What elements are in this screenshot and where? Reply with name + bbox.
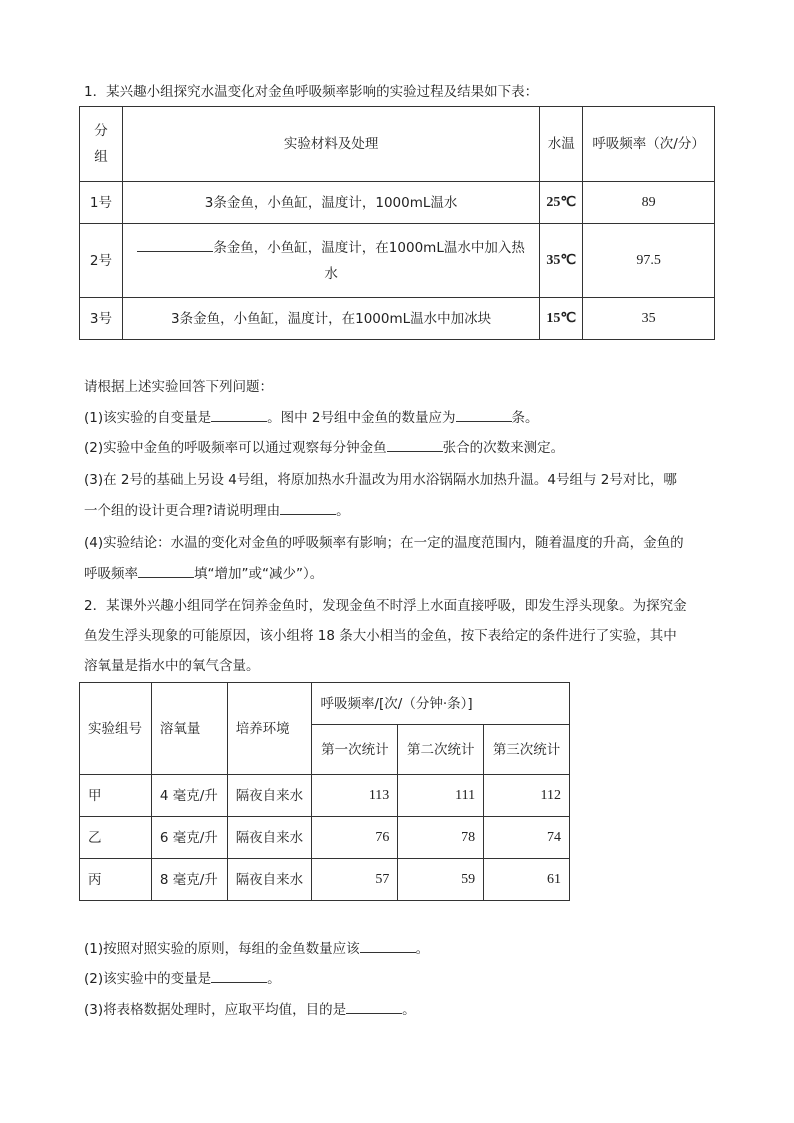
q1-sub4-line1: (4)实验结论：水温的变化对金鱼的呼吸频率有影响；在一定的温度范围内，随着温度的升高，金鱼的 (84, 535, 684, 551)
cell-oxygen: 8 毫克/升 (151, 859, 227, 901)
header-count-1: 第一次统计 (312, 725, 398, 775)
cell-env: 隔夜自来水 (227, 859, 312, 901)
cell-rate: 89 (583, 182, 715, 224)
q2-sub1: (1)按照对照实验的原则，每组的金鱼数量应该 。 (84, 938, 429, 959)
q1-table (79, 106, 715, 340)
cell-temp: 15℃ (540, 298, 583, 340)
header-rate: 呼吸频率/[次/（分钟·条）] (312, 683, 570, 725)
cell-count-2: 111 (398, 775, 484, 817)
table-row (80, 182, 715, 224)
header-env: 培养环境 (227, 683, 312, 775)
cell-group: 2号 (80, 224, 123, 298)
cell-count-2: 59 (398, 859, 484, 901)
cell-group: 1号 (80, 182, 123, 224)
q2-intro-line1: 2．某课外兴趣小组同学在饲养金鱼时，发现金鱼不时浮上水面直接呼吸，即发生浮头现象。为探究金 (84, 598, 687, 614)
table-row (80, 775, 570, 817)
answer-blank[interactable] (387, 437, 443, 452)
cell-oxygen: 6 毫克/升 (151, 817, 227, 859)
cell-temp: 35℃ (540, 224, 583, 298)
cell-group: 丙 (80, 859, 152, 901)
cell-count-1: 113 (312, 775, 398, 817)
q2-intro-line2: 鱼发生浮头现象的可能原因，该小组将 18 条大小相当的金鱼，按下表给定的条件进行了实验，其中 (84, 628, 677, 644)
q1-sub4-line2: 呼吸频率 填“增加”或“减少”）。 (84, 563, 323, 584)
table-header-row (80, 107, 715, 182)
cell-rate: 97.5 (583, 224, 715, 298)
answer-blank[interactable] (360, 938, 416, 953)
answer-blank[interactable] (280, 500, 336, 515)
q1-prompt: 请根据上述实验回答下列问题： (84, 379, 273, 395)
cell-material: 3条金鱼，小鱼缸，温度计，1000mL温水 (122, 182, 539, 224)
cell-group: 3号 (80, 298, 123, 340)
header-oxygen: 溶氧量 (151, 683, 227, 775)
header-rate: 呼吸频率（次/分） (583, 107, 715, 182)
table-header-row (80, 683, 570, 725)
cell-count-3: 74 (484, 817, 570, 859)
cell-count-3: 61 (484, 859, 570, 901)
cell-env: 隔夜自来水 (227, 817, 312, 859)
q1-intro: 1．某兴趣小组探究水温变化对金鱼呼吸频率影响的实验过程及结果如下表： (84, 84, 539, 100)
cell-rate: 35 (583, 298, 715, 340)
answer-blank[interactable] (346, 999, 402, 1014)
answer-blank[interactable] (138, 563, 194, 578)
answer-blank[interactable] (137, 237, 213, 252)
table-row (80, 817, 570, 859)
q2-sub2: (2)该实验中的变量是 。 (84, 968, 281, 989)
header-temp: 水温 (540, 107, 583, 182)
table-row (80, 224, 715, 298)
table-row (80, 859, 570, 901)
cell-material: 条金鱼，小鱼缸，温度计，在1000mL温水中加入热 水 (122, 224, 539, 298)
header-material: 实验材料及处理 (122, 107, 539, 182)
header-count-3: 第三次统计 (484, 725, 570, 775)
q2-sub3: (3)将表格数据处理时，应取平均值，目的是 。 (84, 999, 416, 1020)
q1-sub3-line1: (3)在 2号的基础上另设 4号组，将原加热水升温改为用水浴锅隔水加热升温。4号组与 2号对比，哪 (84, 472, 677, 488)
answer-blank[interactable] (211, 407, 267, 422)
cell-count-1: 76 (312, 817, 398, 859)
cell-count-1: 57 (312, 859, 398, 901)
answer-blank[interactable] (211, 968, 267, 983)
cell-count-2: 78 (398, 817, 484, 859)
header-group: 实验组号 (80, 683, 152, 775)
cell-temp: 25℃ (540, 182, 583, 224)
q2-intro-line3: 溶氧量是指水中的氧气含量。 (84, 658, 260, 674)
cell-count-3: 112 (484, 775, 570, 817)
header-count-2: 第二次统计 (398, 725, 484, 775)
cell-material: 3条金鱼，小鱼缸，温度计，在1000mL温水中加冰块 (122, 298, 539, 340)
cell-env: 隔夜自来水 (227, 775, 312, 817)
cell-group: 乙 (80, 817, 152, 859)
cell-group: 甲 (80, 775, 152, 817)
header-group: 分 组 (80, 107, 123, 182)
answer-blank[interactable] (456, 407, 512, 422)
q1-sub1: (1)该实验的自变量是 。图中 2号组中金鱼的数量应为 条。 (84, 407, 539, 428)
q1-sub2: (2)实验中金鱼的呼吸频率可以通过观察每分钟金鱼 张合的次数来测定。 (84, 437, 564, 458)
cell-oxygen: 4 毫克/升 (151, 775, 227, 817)
q1-sub3-line2: 一个组的设计更合理?请说明理由 。 (84, 500, 350, 521)
q2-table (79, 682, 570, 901)
table-row (80, 298, 715, 340)
